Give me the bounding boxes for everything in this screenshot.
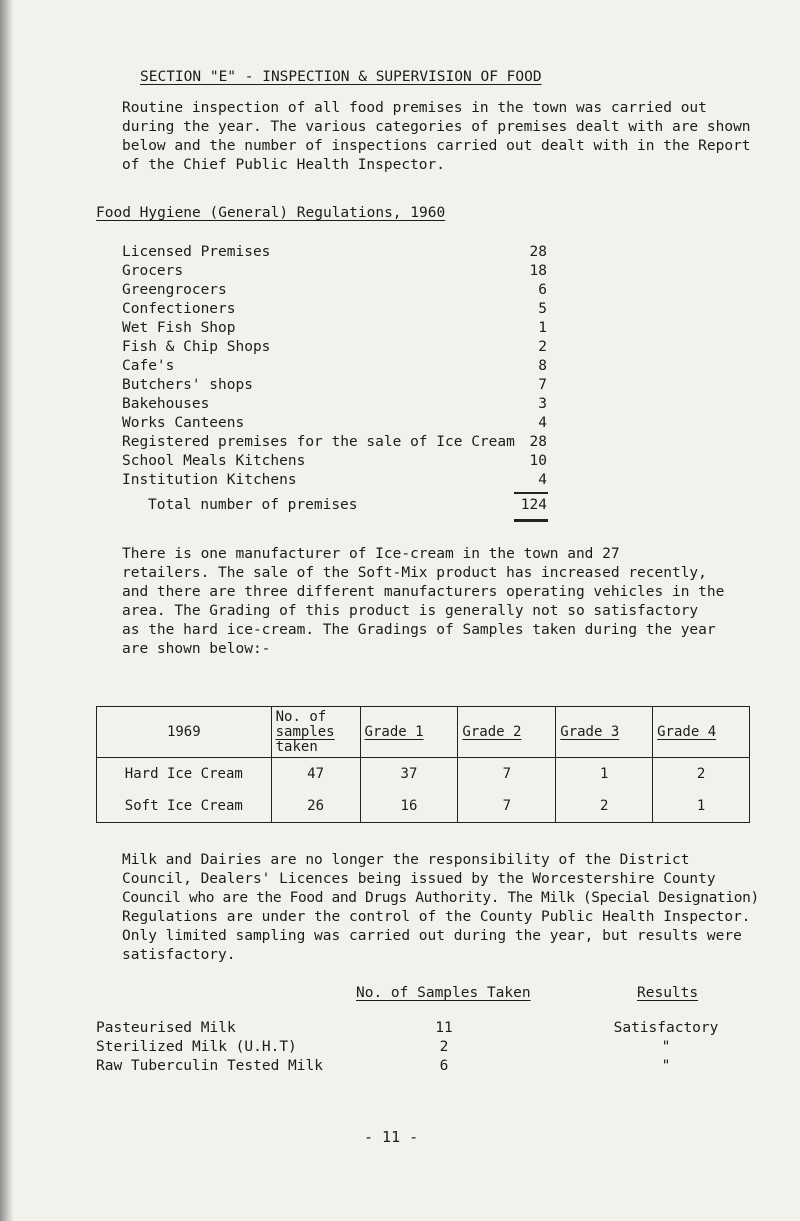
premises-row (122, 319, 547, 338)
premises-label: Cafe's (122, 358, 175, 374)
samples-header-line: samples (275, 723, 335, 740)
premises-label: Fish & Chip Shops (122, 339, 271, 355)
intro-line: below and the number of inspections carried out dealt with in the Report (122, 138, 751, 154)
premises-count: 2 (538, 339, 547, 355)
grade-value: 37 (360, 758, 458, 791)
premises-row (122, 433, 547, 452)
samples-count: 47 (271, 758, 360, 791)
total-count: 124 (520, 497, 547, 513)
premises-count: 3 (538, 396, 547, 412)
milk-names (96, 1019, 323, 1074)
grade-value: 7 (458, 758, 556, 791)
grade-header-label: Grade 4 (657, 724, 717, 740)
grade-value: 2 (556, 790, 653, 823)
premises-label: School Meals Kitchens (122, 453, 306, 469)
milk-type: Sterilized Milk (U.H.T) (96, 1039, 297, 1055)
milk-line: Council, Dealers' Licences being issued by the Worcestershire County (122, 871, 716, 887)
ice-cream-line: are shown below:- (122, 641, 271, 657)
premises-label: Wet Fish Shop (122, 320, 236, 336)
intro-line: Routine inspection of all food premises in the town was carried out (122, 100, 707, 116)
samples-header (271, 707, 360, 758)
milk-paragraph (122, 851, 759, 965)
milk-results (606, 1019, 726, 1074)
samples-count: 26 (271, 790, 360, 823)
milk-sample-count: 11 (435, 1020, 453, 1036)
samples-header-line: taken (275, 738, 318, 755)
page-number: - 11 - (364, 1128, 419, 1146)
premises-count: 18 (529, 263, 547, 279)
grade-value: 2 (653, 758, 750, 791)
milk-results-header: Results (637, 985, 699, 1001)
premises-count: 7 (538, 377, 547, 393)
premises-label: Registered premises for the sale of Ice Cream (122, 434, 515, 450)
table-row (97, 790, 750, 823)
milk-result: " (661, 1039, 671, 1055)
premises-count: 8 (538, 358, 547, 374)
product-name: Hard Ice Cream (97, 758, 272, 791)
intro-line: of the Chief Public Health Inspector. (122, 157, 446, 173)
milk-line: Only limited sampling was carried out during the year, but results were (122, 928, 742, 944)
premises-row (122, 243, 547, 262)
premises-row (122, 338, 547, 357)
milk-samples (424, 1019, 464, 1074)
ice-cream-grades-table (96, 706, 750, 823)
total-rule-bottom (514, 519, 548, 522)
grade-value: 1 (653, 790, 750, 823)
milk-samples-header: No. of Samples Taken (356, 985, 531, 1001)
milk-type: Pasteurised Milk (96, 1020, 236, 1036)
table-row (97, 758, 750, 791)
ice-cream-line: retailers. The sale of the Soft-Mix product has increased recently, (122, 565, 707, 581)
grade-header-label: Grade 1 (364, 724, 424, 740)
grade-2-header (458, 707, 556, 758)
grade-3-header (556, 707, 653, 758)
ice-cream-paragraph (122, 545, 724, 659)
premises-count: 4 (538, 472, 547, 488)
product-name: Soft Ice Cream (97, 790, 272, 823)
grade-header-label: Grade 3 (560, 724, 620, 740)
premises-label: Licensed Premises (122, 244, 271, 260)
year-header: 1969 (97, 707, 272, 758)
premises-row (122, 414, 547, 433)
premises-row (122, 262, 547, 281)
premises-count: 5 (538, 301, 547, 317)
grades-header-row (97, 707, 750, 758)
premises-list (122, 243, 547, 490)
regulations-heading: Food Hygiene (General) Regulations, 1960 (96, 205, 446, 221)
premises-label: Bakehouses (122, 396, 210, 412)
premises-count: 28 (529, 244, 547, 260)
premises-count: 4 (538, 415, 547, 431)
premises-label: Grocers (122, 263, 184, 279)
premises-label: Butchers' shops (122, 377, 253, 393)
total-row (148, 497, 547, 516)
premises-row (122, 452, 547, 471)
ice-cream-line: as the hard ice-cream. The Gradings of Samples taken during the year (122, 622, 716, 638)
premises-row (122, 376, 547, 395)
premises-count: 10 (529, 453, 547, 469)
premises-row (122, 471, 547, 490)
premises-label: Works Canteens (122, 415, 245, 431)
grade-value: 7 (458, 790, 556, 823)
milk-line: Council who are the Food and Drugs Authority. The Milk (Special Designation) (122, 890, 759, 906)
premises-label: Confectioners (122, 301, 236, 317)
section-heading: SECTION "E" - INSPECTION & SUPERVISION OF FOOD (140, 69, 542, 85)
samples-header-line: No. of (275, 708, 327, 725)
grade-4-header (653, 707, 750, 758)
premises-count: 6 (538, 282, 547, 298)
scan-edge-shadow (0, 0, 14, 1221)
milk-line: Regulations are under the control of the County Public Health Inspector. (122, 909, 751, 925)
intro-paragraph (122, 99, 751, 175)
milk-result: Satisfactory (613, 1020, 719, 1036)
milk-sample-count: 2 (439, 1039, 449, 1055)
grade-value: 16 (360, 790, 458, 823)
milk-line: Milk and Dairies are no longer the responsibility of the District (122, 852, 690, 868)
total-label: Total number of premises (148, 497, 358, 513)
premises-row (122, 395, 547, 414)
premises-row (122, 281, 547, 300)
milk-result: " (661, 1058, 671, 1074)
premises-label: Greengrocers (122, 282, 227, 298)
premises-row (122, 300, 547, 319)
premises-label: Institution Kitchens (122, 472, 297, 488)
ice-cream-line: There is one manufacturer of Ice-cream in the town and 27 (122, 546, 620, 562)
ice-cream-line: area. The Grading of this product is generally not so satisfactory (122, 603, 699, 619)
grade-value: 1 (556, 758, 653, 791)
grade-1-header (360, 707, 458, 758)
milk-sample-count: 6 (439, 1058, 449, 1074)
premises-count: 28 (529, 434, 547, 450)
grade-header-label: Grade 2 (462, 724, 522, 740)
total-rule-top (514, 492, 548, 494)
milk-type: Raw Tuberculin Tested Milk (96, 1058, 323, 1074)
ice-cream-line: and there are three different manufacturers operating vehicles in the (122, 584, 725, 600)
premises-count: 1 (538, 320, 547, 336)
premises-row (122, 357, 547, 376)
milk-line: satisfactory. (122, 947, 236, 963)
intro-line: during the year. The various categories of premises dealt with are shown (122, 119, 751, 135)
